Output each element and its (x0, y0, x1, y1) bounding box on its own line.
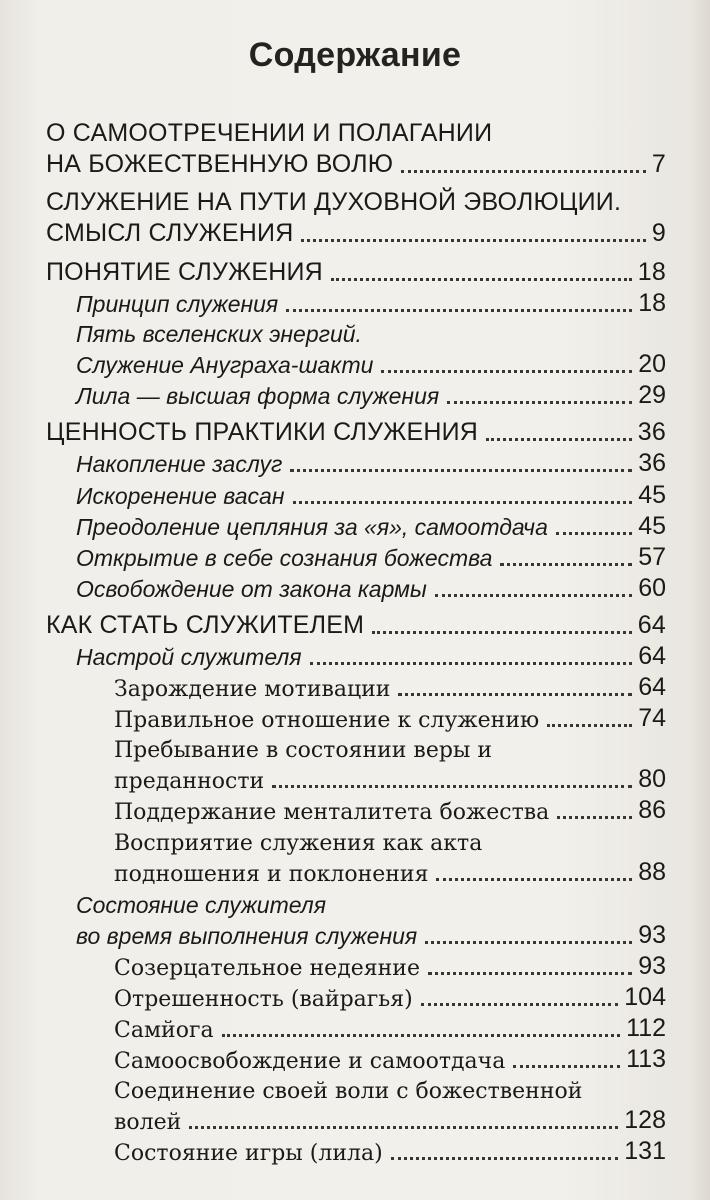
toc-entry-page-number: 93 (638, 921, 666, 949)
toc-entry-page-number: 9 (651, 219, 666, 247)
toc-entry-title: Освобождение от закона кармы (76, 576, 427, 602)
toc-entry (76, 567, 666, 603)
dot-leader (500, 563, 632, 566)
dot-leader (557, 816, 632, 819)
toc-entry-page-number: 64 (638, 673, 666, 701)
toc-entry-page-number: 88 (638, 858, 666, 886)
dot-leader (301, 239, 645, 242)
toc-entry-title: Зарождение мотивации (114, 677, 391, 702)
dot-leader (391, 1157, 619, 1160)
toc-entry-title: во время выполнения служения (76, 923, 418, 949)
toc-entry-page-number: 60 (638, 574, 666, 602)
toc-entry-title: Самйога (114, 1018, 214, 1043)
dot-leader (547, 724, 632, 727)
dot-leader (447, 401, 632, 404)
dot-leader (435, 594, 632, 597)
toc-entry-page-number: 113 (626, 1045, 666, 1073)
toc-entry-title: Служение Ануграха-шакти (76, 352, 374, 378)
toc-entry-page-number: 131 (624, 1137, 666, 1165)
dot-leader (381, 370, 632, 373)
toc-entry (46, 212, 666, 248)
toc-entry (76, 442, 666, 478)
dot-leader (310, 662, 633, 665)
toc-entry-title: Настрой служителя (76, 644, 302, 670)
toc-entry-title: Самоосвобождение и самоотдача (114, 1049, 506, 1074)
dot-leader (556, 532, 632, 535)
toc-entry-page-number: 57 (638, 543, 666, 571)
toc-entry (114, 851, 666, 887)
toc-entry-page-number: 20 (638, 350, 666, 378)
toc-entry-title: Поддержание менталитета божества (114, 800, 550, 825)
toc-entry-page-number: 45 (638, 481, 666, 509)
dot-leader (189, 1126, 618, 1129)
toc-entry-title: Соединение своей воли с божественной (114, 1079, 583, 1104)
toc-entry-page-number: 18 (637, 258, 666, 286)
toc-entry-page-number: 7 (651, 150, 666, 178)
toc-entry-title: Отрешенность (вайрагья) (114, 987, 413, 1012)
toc-entry-page-number: 74 (638, 704, 666, 732)
toc-entry (76, 374, 666, 410)
toc-entry-page-number: 36 (638, 449, 666, 477)
toc-entry-title: подношения и поклонения (114, 862, 429, 887)
dot-leader (293, 501, 633, 504)
dot-leader (425, 941, 632, 944)
toc-entry-page-number: 86 (638, 796, 666, 824)
dot-leader (421, 1003, 619, 1006)
toc-entry-page-number: 112 (626, 1014, 666, 1042)
dot-leader (372, 631, 632, 634)
dot-leader (436, 878, 632, 881)
toc-entry-title: О САМООТРЕЧЕНИИ И ПОЛАГАНИИ (46, 119, 493, 147)
dot-leader (401, 170, 646, 173)
toc-entry-title: Созерцательное недеяние (114, 956, 420, 981)
toc-entry-title: СЛУЖЕНИЕ НА ПУТИ ДУХОВНОЙ ЭВОЛЮЦИИ. (46, 188, 622, 216)
toc-entry (46, 143, 666, 179)
toc-entry-title: Пять вселенских энергий. (76, 321, 362, 347)
toc-entry-title: Преодоление цепляния за «я», самоотдача (76, 514, 548, 540)
toc-entry-page-number: 36 (637, 418, 666, 446)
toc-entry-title: Состояние служителя (76, 892, 327, 918)
toc-entry-page-number: 64 (637, 611, 666, 639)
toc-entry-page-number: 104 (624, 983, 666, 1011)
toc-entry-title: СМЫСЛ СЛУЖЕНИЯ (46, 219, 294, 247)
toc-entry-title: НА БОЖЕСТВЕННУЮ ВОЛЮ (46, 150, 394, 178)
toc-entry-title: ПОНЯТИЕ СЛУЖЕНИЯ (46, 258, 323, 286)
toc-entry-title: Искоренение васан (76, 483, 285, 509)
dot-leader (222, 1034, 621, 1037)
toc-entry-page-number: 45 (638, 512, 666, 540)
dot-leader (428, 972, 632, 975)
toc-entry-page-number: 18 (638, 289, 666, 317)
toc-entry-title: Правильное отношение к служению (114, 708, 540, 733)
toc-entry-title: Накопление заслуг (76, 451, 283, 477)
page-title: Содержание (248, 36, 462, 74)
dot-leader (486, 438, 632, 441)
toc-entry-page-number: 93 (638, 952, 666, 980)
toc-entry-title: Принцип служения (76, 291, 279, 317)
dot-leader (331, 278, 632, 281)
dot-leader (272, 785, 632, 788)
toc-entry-title: Восприятие служения как акта (114, 831, 483, 856)
toc-entry-page-number: 29 (638, 381, 666, 409)
toc-entry-page-number: 80 (638, 765, 666, 793)
toc-entry (114, 1130, 666, 1166)
dot-leader (290, 469, 632, 472)
toc-entry-title: Лила — высшая форма служения (76, 383, 440, 409)
toc-entry-title: Открытие в себе сознания божества (76, 545, 493, 571)
toc-entry-title: волей (114, 1110, 182, 1135)
toc-entry-title: ЦЕННОСТЬ ПРАКТИКИ СЛУЖЕНИЯ (46, 418, 479, 446)
dot-leader (398, 693, 632, 696)
toc-entry-title: преданности (114, 769, 265, 794)
toc-entry-page-number: 64 (638, 642, 666, 670)
toc-entry-title: КАК СТАТЬ СЛУЖИТЕЛЕМ (46, 611, 365, 639)
toc-entry-page-number: 128 (624, 1106, 666, 1134)
toc-entry-title: Состояние игры (лила) (114, 1141, 383, 1166)
toc-entry-title: Пребывание в состоянии веры и (114, 738, 493, 763)
